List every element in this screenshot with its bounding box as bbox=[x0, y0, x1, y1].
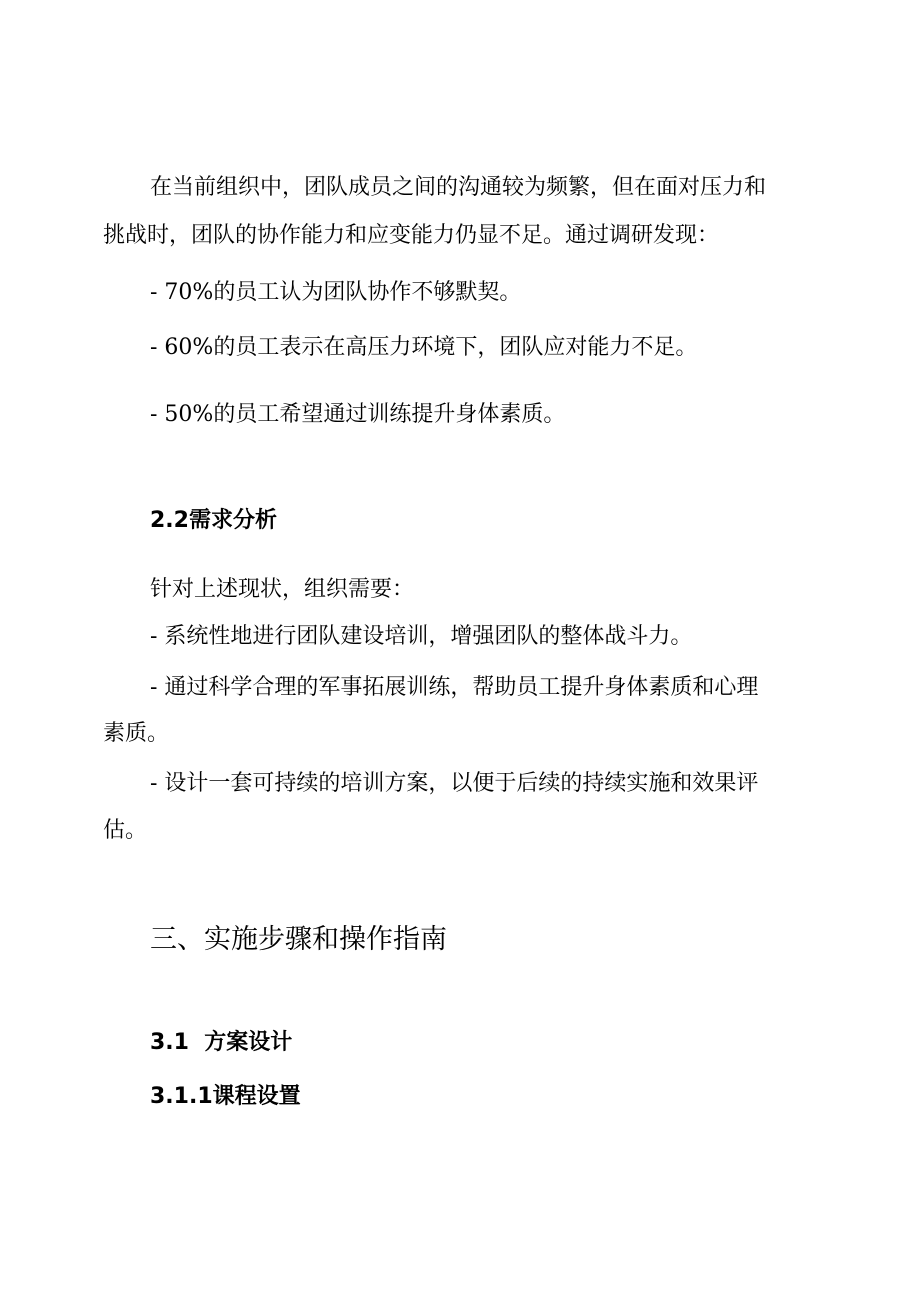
section-heading: 2.2需求分析 bbox=[150, 508, 277, 533]
list-item: - 60%的员工表示在高压力环境下，团队应对能力不足。 bbox=[150, 335, 698, 360]
list-item: - 70%的员工认为团队协作不够默契。 bbox=[150, 280, 522, 305]
list-item: - 设计一套可持续的培训方案，以便于后续的持续实施和效果评 bbox=[150, 771, 759, 796]
paragraph-line: 针对上述现状，组织需要： bbox=[150, 577, 415, 602]
subsection-heading: 3.1 方案设计 bbox=[150, 1030, 293, 1055]
list-item-continuation: 素质。 bbox=[103, 721, 170, 746]
list-item: - 50%的员工希望通过训练提升身体素质。 bbox=[150, 402, 566, 427]
list-item: - 通过科学合理的军事拓展训练，帮助员工提升身体素质和心理 bbox=[150, 675, 759, 700]
paragraph-line: 挑战时，团队的协作能力和应变能力仍显不足。通过调研发现： bbox=[103, 223, 720, 248]
paragraph-line: 在当前组织中，团队成员之间的沟通较为频繁，但在面对压力和 bbox=[150, 175, 767, 200]
chapter-heading: 三、实施步骤和操作指南 bbox=[150, 924, 447, 955]
list-item-continuation: 估。 bbox=[103, 818, 148, 843]
list-item: - 系统性地进行团队建设培训，增强团队的整体战斗力。 bbox=[150, 624, 693, 649]
subsubsection-heading: 3.1.1课程设置 bbox=[150, 1084, 301, 1109]
